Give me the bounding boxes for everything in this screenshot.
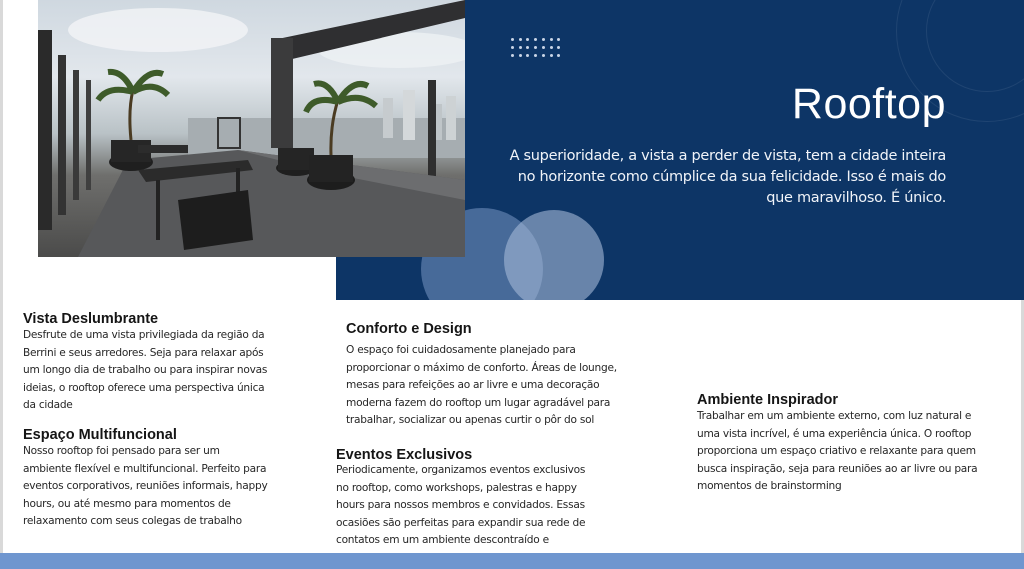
decorative-circle [504,210,604,300]
section-body-conforto: O espaço foi cuidadosamente planejado para proporcionar o máximo de conforto. Áreas de lounge, mesas para refeições ao ar livre e uma decoração moderna fazem do rooftop um lugar agradável para trabalhar, socializar ou apenas curtir o pôr do sol [346,344,617,426]
section-title-vista: Vista Deslumbrante [23,311,159,327]
section-title-conforto: Conforto e Design [346,321,472,337]
section-body-vista: Desfrute de uma vista privilegiada da região da Berrini e seus arredores. Seja para relaxar após um longo dia de trabalho ou para inspirar novas ideias, o rooftop oferece uma perspectiva única da cidade [23,329,268,411]
hero-description: A superioridade, a vista a perder de vista, tem a cidade inteira no horizonte como cúmplice da sua felicidade. Isso é mais do que maravilhoso. É único. [509,148,946,206]
page-title: Rooftop [791,80,946,128]
section-title-ambiente: Ambiente Inspirador [697,392,838,408]
bottom-bar [0,553,1024,569]
page-edge-left [0,0,3,569]
rooftop-photo [38,0,465,257]
section-body-espaco: Nosso rooftop foi pensado para ser um ambiente flexível e multifuncional. Perfeito para eventos corporativos, reuniões informais, happy hours, ou até mesmo para momentos de relaxamento com seus colegas de trabalho [23,445,268,527]
section-body-ambiente: Trabalhar em um ambiente externo, com luz natural e uma vista incrível, é uma experiência única. O rooftop proporciona um espaço criativo e relaxante para quem busca inspiração, seja para reuniões ao ar livre ou para momentos de brainstorming [697,410,978,492]
section-title-espaco: Espaço Multifuncional [23,427,177,443]
decorative-dots-icon [511,38,565,62]
section-title-eventos: Eventos Exclusivos [336,447,473,463]
section-body-eventos: Periodicamente, organizamos eventos exclusivos no rooftop, como workshops, palestras e happy hours para nossos membros e convidados. Essas ocasiões são perfeitas para expandir sua rede de contatos em um ambiente descontraído e [336,464,586,546]
